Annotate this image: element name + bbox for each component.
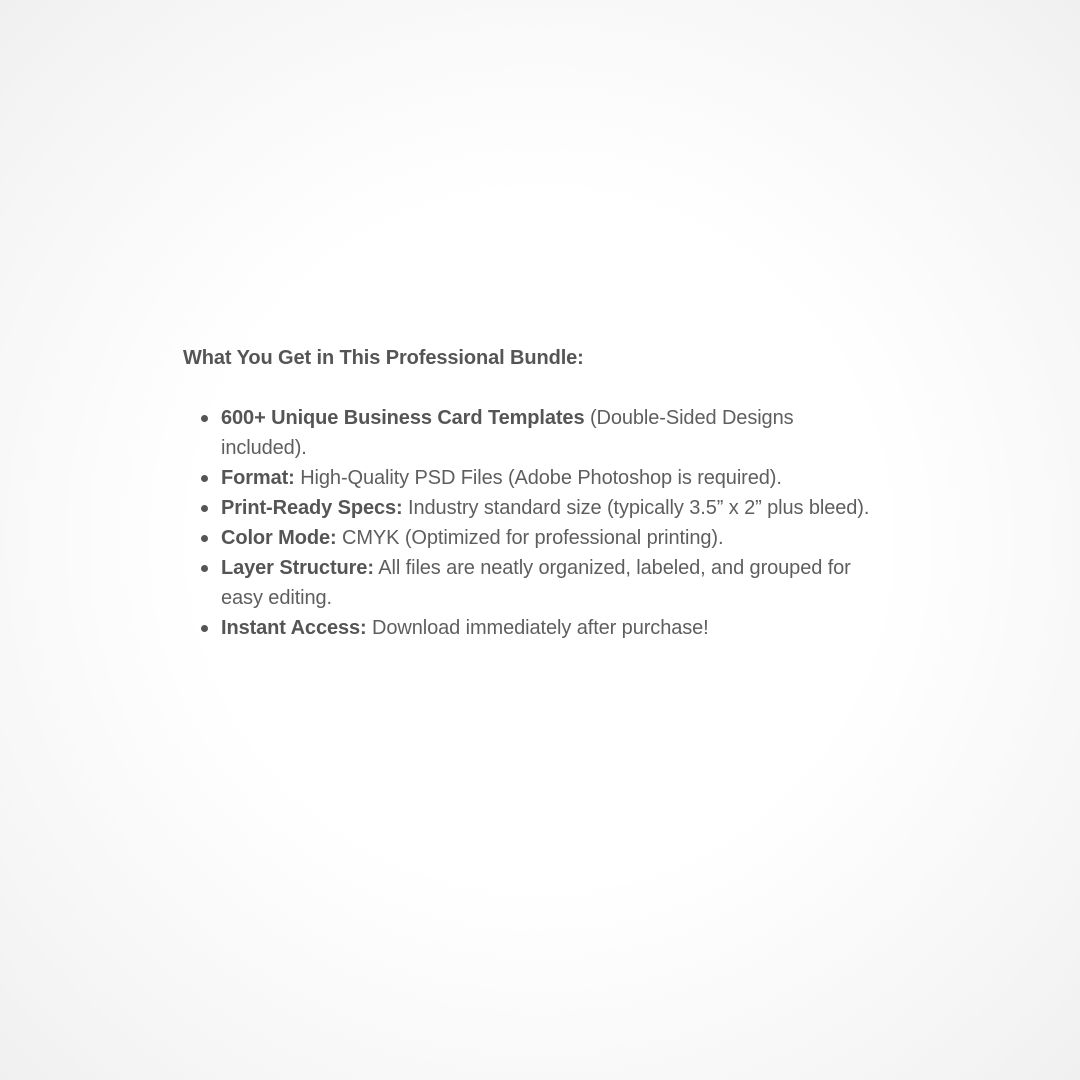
feature-item-instant-access — [183, 613, 883, 643]
feature-label: 600+ Unique Business Card Templates — [221, 407, 585, 429]
feature-label: Instant Access: — [221, 617, 367, 639]
feature-text: Download immediately after purchase! — [366, 617, 709, 639]
feature-text: CMYK (Optimized for professional printing). — [336, 527, 724, 549]
bullet-icon — [201, 475, 208, 482]
feature-item-color-mode — [183, 523, 883, 553]
feature-list — [183, 403, 883, 643]
feature-label: Layer Structure: — [221, 557, 374, 579]
feature-text: All files are neatly organized, labeled, and grouped for easy editing. — [221, 557, 851, 609]
feature-item-format — [183, 463, 883, 493]
feature-item-templates — [183, 403, 883, 463]
bullet-icon — [201, 415, 208, 422]
feature-item-layer-structure — [183, 553, 883, 613]
bullet-icon — [201, 535, 208, 542]
section-heading: What You Get in This Professional Bundle: — [183, 347, 584, 369]
feature-text: High-Quality PSD Files (Adobe Photoshop is required). — [294, 467, 782, 489]
feature-label: Color Mode: — [221, 527, 337, 549]
feature-item-print-specs — [183, 493, 883, 523]
bullet-icon — [201, 505, 208, 512]
bullet-icon — [201, 565, 208, 572]
feature-text: (Double-Sided Designs included). — [221, 407, 794, 459]
feature-label: Format: — [221, 467, 295, 489]
feature-text: Industry standard size (typically 3.5” x 2” plus bleed). — [402, 497, 870, 519]
bullet-icon — [201, 625, 208, 632]
bundle-description — [183, 343, 883, 643]
feature-label: Print-Ready Specs: — [221, 497, 403, 519]
